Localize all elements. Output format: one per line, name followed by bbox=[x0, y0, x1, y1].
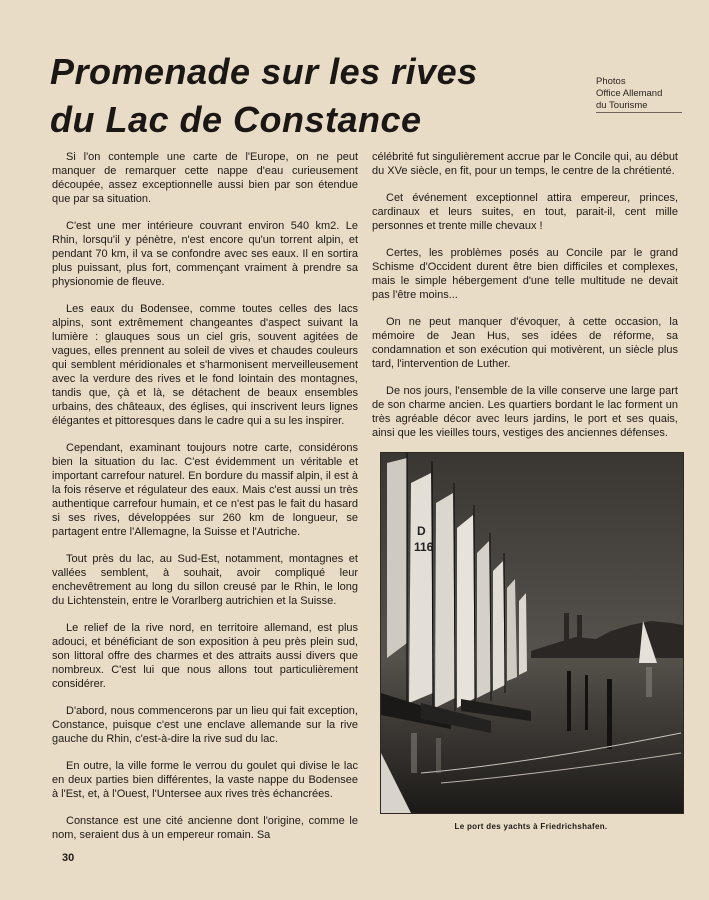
photo-credit bbox=[596, 76, 692, 112]
paragraph: Cependant, examinant toujours notre carte, considérons bien la situation du lac. C'est évidemment un véritable et important carrefour naturel. En bordure du massif alpin, il est à la fois réserve et régulateur des eaux. Mais c'est aussi un très authentique carrefour humain, et ce n'est pas le fait du hasard si ses rives, développées sur 260 km de longueur, se partagent entre l'Allemagne, la Suisse et l'Autriche. bbox=[52, 442, 358, 538]
paragraph: Le relief de la rive nord, en territoire allemand, est plus adouci, et bénéficiant de son exposition à peu près plein sud, son littoral offre des charmes et des attraits aussi divers que nombreux. C'est lui que nous allons tout particulièrement considérer. bbox=[52, 622, 358, 690]
paragraph: Constance est une cité ancienne dont l'origine, comme le nom, seraient dus à un empereur romain. Sa bbox=[52, 815, 358, 841]
paragraph: Les eaux du Bodensee, comme toutes celles des lacs alpins, sont extrêmement changeantes d'aspect suivant la lumière : glauques sous un ciel gris, souvent agitées de vagues, elles prennent au soleil de vives et chaudes couleurs qui semblent méridionales et s'harmonisent merveilleusement avec la verdure des rives et le fond lointain des montagnes, tandis que, çà et là, se détachent de beaux ensembles urbains, des châteaux, des églises, qui inscrivent leurs lignes élégantes et pittoresques dans le cadre qui a su les inspirer. bbox=[52, 303, 358, 427]
credit-line: Photos bbox=[596, 76, 626, 87]
paragraph: On ne peut manquer d'évoquer, à cette occasion, la mémoire de Jean Hus, ses idées de réforme, sa condamnation et son exécution qui motivèrent, un siècle plus tard, l'intervention de Luther. bbox=[372, 316, 678, 370]
article-title bbox=[50, 48, 570, 144]
left-text-column bbox=[52, 150, 358, 855]
paragraph: En outre, la ville forme le verrou du goulet qui divise le lac en deux parties bien différentes, la vaste nappe du Bodensee à l'Est, et, à l'Ouest, l'Untersee aux rives très échancrées. bbox=[52, 760, 358, 800]
paragraph: De nos jours, l'ensemble de la ville conserve une large part de son charme ancien. Les quartiers bordant le lac forment un très agréable décor avec leurs jardins, le port et ses quais, ainsi que les vieilles tours, vestiges des anciennes défenses. bbox=[372, 385, 678, 439]
paragraph: Certes, les problèmes posés au Concile par le grand Schisme d'Occident durent être bien difficiles et complexes, mais le simple hébergement d'une telle multitude ne devait pas l'être moins... bbox=[372, 247, 678, 301]
page-number: 30 bbox=[62, 852, 75, 864]
title-line-1: Promenade sur les rives bbox=[50, 51, 478, 92]
yacht-harbor-image bbox=[381, 453, 683, 813]
paragraph: célébrité fut singulièrement accrue par le Concile qui, au début du XVe siècle, en fit, pour un temps, le centre de la chrétienté. bbox=[372, 151, 678, 177]
sail-number: 116 bbox=[414, 540, 434, 554]
paragraph: Tout près du lac, au Sud-Est, notamment, montagnes et vallées semblent, à souhait, avoir compliqué leur enchevêtrement au long du sillon creusé par le Rhin, le long du Lichtenstein, entre le Vorarlberg autrichien et la Suisse. bbox=[52, 553, 358, 607]
photo-caption: Le port des yachts à Friedrichshafen. bbox=[454, 822, 608, 831]
paragraph: C'est une mer intérieure couvrant environ 540 km2. Le Rhin, lorsqu'il y pénètre, n'est encore qu'un torrent alpin, et pendant 70 km, il va se confondre avec ses eaux. Il en sortira plus puissant, plus fort, commençant vraiment à prendre sa physionomie de fleuve. bbox=[52, 220, 358, 288]
harbor-photo bbox=[380, 452, 684, 814]
paragraph: D'abord, nous commencerons par un lieu qui fait exception, Constance, puisque c'est une enclave allemande sur la rive gauche du Rhin, c'est-à-dire la rive sud du lac. bbox=[52, 705, 358, 745]
credit-line: du Tourisme bbox=[596, 100, 648, 111]
sail-letter: D bbox=[417, 524, 426, 538]
paragraph: Cet événement exceptionnel attira empereur, princes, cardinaux et leurs suites, en tout, parait-il, cent mille personnes et trente mille chevaux ! bbox=[372, 192, 678, 232]
credit-divider bbox=[596, 112, 682, 113]
title-line-2: du Lac de Constance bbox=[50, 99, 422, 140]
paragraph: Si l'on contemple une carte de l'Europe, on ne peut manquer de remarquer cette nappe d'eau curieusement découpée, assez exceptionnelle aussi bien par son étendue que par sa situation. bbox=[52, 151, 358, 205]
right-text-column bbox=[372, 150, 678, 453]
credit-line: Office Allemand bbox=[596, 88, 663, 99]
